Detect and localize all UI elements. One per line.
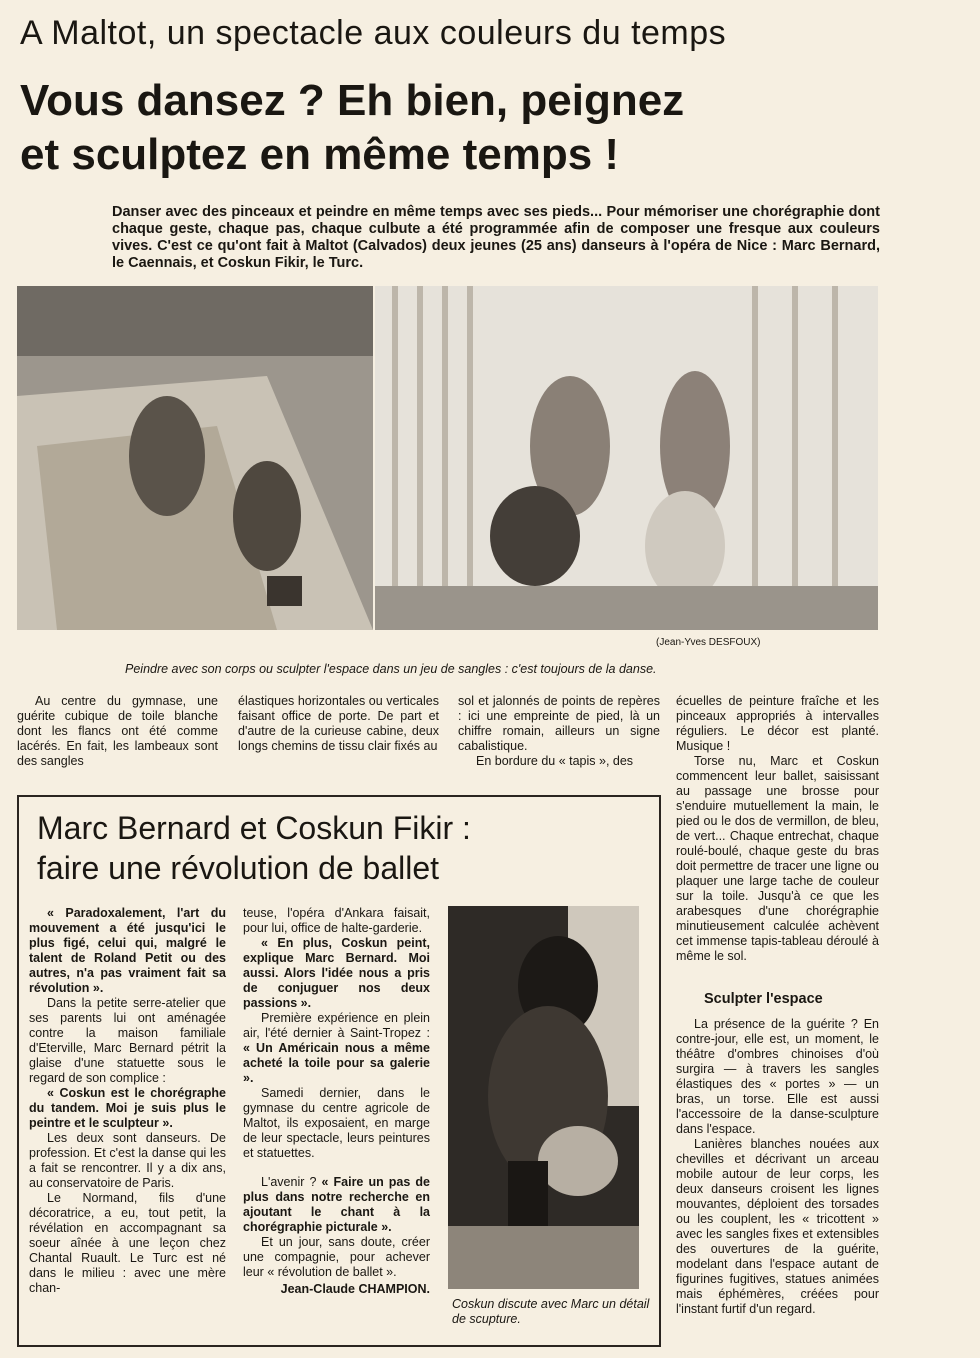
paragraph: Samedi dernier, dans le gymnase du centre agricole de Maltot, ils exposaient, en marge de leur spectacle, leurs peintures et statuettes. bbox=[243, 1086, 430, 1160]
paragraph: teuse, l'opéra d'Ankara faisait, pour lui, office de halte-garderie. bbox=[243, 906, 430, 935]
article-headline bbox=[20, 74, 820, 182]
paragraph bbox=[243, 1011, 430, 1086]
article-column-1 bbox=[17, 694, 218, 769]
photo-sculpting-space bbox=[375, 286, 878, 630]
paragraph: Au centre du gymnase, une guérite cubique de toile blanche dont les flancs ont été comme lacérés. En fait, les lambeaux sont des sangles bbox=[17, 694, 218, 768]
paragraph: écuelles de peinture fraîche et les pinceaux appropriés à intervalles réguliers. Le décor est planté. Musique ! bbox=[676, 694, 879, 753]
paragraph bbox=[243, 936, 430, 1011]
paragraph: sol et jalonnés de points de repères : ici une empreinte de pied, là un chiffre romain, ailleurs un signe cabalistique. bbox=[458, 694, 660, 753]
article-kicker: A Maltot, un spectacle aux couleurs du temps bbox=[20, 14, 727, 52]
paragraph: Dans la petite serre-atelier que ses parents lui ont aménagée contre la maison familiale d'Eterville, Marc Bernard pétrit la glaise d'une statuette sous le regard de son complice : bbox=[29, 996, 226, 1085]
sidebar-title-line-1: Marc Bernard et Coskun Fikir : bbox=[37, 810, 471, 846]
article-lede: Danser avec des pinceaux et peindre en même temps avec ses pieds... Pour mémoriser une chorégraphie dont chaque geste, chaque pas, chaque culbute a été programmée afin de composer une fresque aux couleurs vives. C'est ce qu'ont fait à Maltot (Calvados) deux jeunes (25 ans) danseurs à l'opéra de Nice : Marc Bernard, le Caennais, et Coskun Fikir, le Turc. bbox=[112, 204, 880, 271]
paragraph bbox=[29, 906, 226, 996]
article-column-2 bbox=[238, 694, 439, 754]
paragraph: Et un jour, sans doute, créer une compagnie, pour achever leur « révolution de ballet ». bbox=[243, 1235, 430, 1279]
sidebar-column-1 bbox=[29, 906, 226, 1296]
text: L'avenir ? bbox=[261, 1175, 322, 1189]
quote: « Faire un pas de plus dans notre recherche en ajoutant le chant à la chorégraphie picturale ». bbox=[243, 1175, 430, 1234]
photo-caption: Peindre avec son corps ou sculpter l'espace dans un jeu de sangles : c'est toujours de la danse. bbox=[125, 662, 657, 676]
quote: « Un Américain nous a même acheté la toile pour sa galerie ». bbox=[243, 1041, 430, 1085]
paragraph: En bordure du « tapis », des bbox=[476, 754, 634, 768]
paragraph: élastiques horizontales ou verticales faisant office de porte. De part et d'autre de la curieuse cabine, deux longs chemins de tissu clair fixés au bbox=[238, 694, 439, 753]
article-column-4-continued bbox=[676, 1017, 879, 1317]
paragraph: La présence de la guérite ? En contre-jour, elle est, un moment, le théâtre d'ombres chinoises d'où surgira — à travers les sangles élastiques des « portes » — un bras, un torse. Elle est aussi l'accessoire de la danse-sculpture dans l'espace. bbox=[676, 1017, 879, 1136]
article-column-3 bbox=[458, 694, 660, 769]
sidebar-photo-caption: Coskun discute avec Marc un détail de scupture. bbox=[452, 1297, 650, 1326]
paragraph: Torse nu, Marc et Coskun commencent leur ballet, saisissant au passage une brosse pour s'enduire mutuellement la main, le pied ou le dos de vermillon, de bleu, de vert... Chaque entrechat, chaque roulé-boulé, chaque geste du bras doit permettre de tracer une ligne ou plaquer une large tache de couleur sur la toile. Jusqu'à ce que les arabesques d'une chorégraphie minutieusement calculée achèvent cet immense tapis-tableau déroulé à même le sol. bbox=[676, 754, 879, 963]
photo-credit: (Jean-Yves DESFOUX) bbox=[656, 637, 761, 648]
paragraph: Les deux sont danseurs. De profession. Et c'est la danse qui les a fait se rencontrer. Il y a dix ans, au conservatoire de Paris. bbox=[29, 1131, 226, 1190]
headline-line-1: Vous dansez ? Eh bien, peignez bbox=[20, 76, 685, 125]
photo-sculpture-discussion bbox=[448, 906, 639, 1289]
quote: « Paradoxalement, l'art du mouvement a été jusqu'ici le plus figé, celui qui, malgré le talent de Roland Petit ou des autres, n'a pas vraiment fait sa révolution ». bbox=[29, 906, 226, 995]
paragraph bbox=[243, 1175, 430, 1235]
sidebar-title-line-2: faire une révolution de ballet bbox=[37, 850, 440, 886]
paragraph: Lanières blanches nouées aux chevilles et décrivant un arceau mobile autour de leur corps, les deux danseurs croisent les lignes mouvantes, déploient des torsades ou les couplent, les « tricottent » avec les sangles fixes et extensibles des ouvertures de la guérite, modelant dans l'espace autant de figurines fugitives, statues animées mais éphémères, créées pour l'instant furtif d'un regard. bbox=[676, 1137, 879, 1316]
article-column-4 bbox=[676, 694, 879, 964]
text: Première expérience en plein air, l'été dernier à Saint-Tropez : bbox=[243, 1011, 430, 1040]
headline-line-2: et sculptez en même temps ! bbox=[20, 130, 620, 179]
sidebar-title bbox=[37, 808, 637, 888]
photo-painting-dancers bbox=[17, 286, 373, 630]
section-subhead: Sculpter l'espace bbox=[704, 991, 823, 1007]
sidebar-column-2 bbox=[243, 906, 430, 1297]
signature: Jean-Claude CHAMPION. bbox=[280, 1282, 430, 1296]
paragraph: Le Normand, fils d'une décoratrice, a eu, tout petit, la révélation en accompagnant sa soeur aînée à une leçon chez Chantal Ruault. Le Turc est né dans le milieu : avec une mère chan- bbox=[29, 1191, 226, 1295]
quote: « Coskun est le chorégraphe du tandem. Moi je suis plus le peintre et le sculpteur ». bbox=[29, 1086, 226, 1130]
quote: « En plus, Coskun peint, explique Marc Bernard. Moi aussi. Alors l'idée nous a pris de conjuguer nos deux passions ». bbox=[243, 936, 430, 1010]
paragraph bbox=[29, 1086, 226, 1131]
